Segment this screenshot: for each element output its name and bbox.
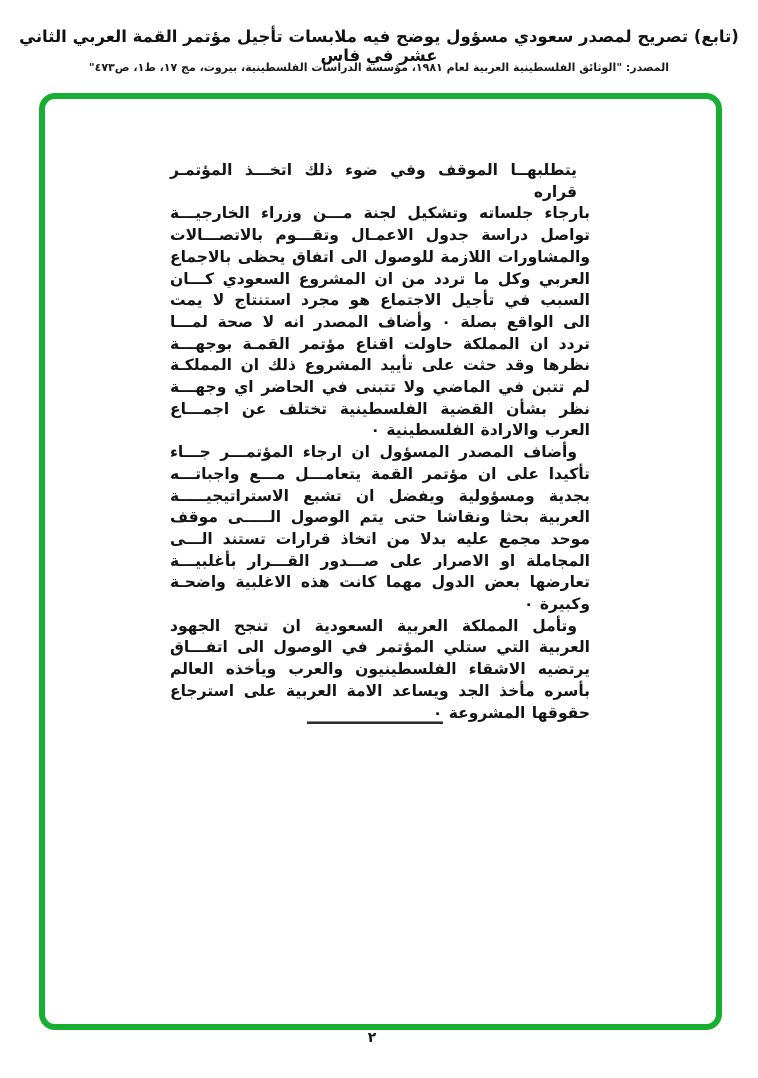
paragraph [170,616,590,725]
text-line: يتطلبهــا الموقف وفي ضوء ذلك اتخـــذ المؤتمـر قراره [170,161,577,201]
text-line: بارجاء جلساته وتشكيل لجنة مـــن وزراء الخارجيـــة [170,204,590,223]
text-line: تواصل دراسة جدول الاعمـال وتقـــوم بالاتصـــالات [170,226,590,245]
text-line: العربية التي ستلي المؤتمر في الوصول الى اتفـــاق [170,638,590,657]
text-line: حقوقها المشروعة ٠ [432,703,590,722]
text-line: الى الواقع بصلة ٠ وأضاف المصدر انه لا صحة لمـــا [170,312,590,331]
text-line: وأضاف المصدر المسؤول ان ارجاء المؤتمـــر جـــاء [170,443,577,462]
text-line: بأسره مأخذ الجد ويساعد الامة العربية على استرجاع [170,681,590,700]
page-number: ٢ [367,1030,377,1046]
text-line: نظر بشأن القضية الفلسطينية تختلف عن اجمـــاع [170,399,590,418]
text-line: لم تتبن في الماضي ولا تتبنى في الحاضر اي وجهـــة [170,378,590,397]
text-line: العرب والارادة الفلسطينية ٠ [370,421,590,440]
text-line: تعارضها بعض الدول مهما كانت هذه الاغلبية واضحـة [170,573,590,592]
text-line: تردد ان المملكة حاولت اقناع مؤتمر القمـة بوجهـــة [170,334,590,353]
text-line: العربي وكل ما تردد من ان المشروع السعودي كـــان [170,269,590,288]
document-header-title: (تابع) تصريح لمصدر سعودي مسؤول يوضح فيه ملابسات تأجيل مؤتمر القمة العربي الثاني عشر في فاس [19,27,739,65]
document-body [170,160,590,724]
text-line: يرتضيه الاشقاء الفلسطينيون والعرب ويأخذه العالم [170,660,590,679]
paragraph [170,442,590,616]
paragraph [170,160,590,442]
text-line: وكبيرة ٠ [524,595,590,614]
text-line: تأكيدا على ان مؤتمر القمة يتعامـــل مـــع واجباتـــه [170,464,590,483]
text-line: نظرها وقد حثت على تأييد المشروع ذلك ان المملكـة [170,356,590,375]
text-line: المجاملة او الاصرار على صـــدور القـــرار بأغلبيـــة [170,551,590,570]
text-line: العربية بحثا ونقاشا حتى يتم الوصول الـــــى موقف [170,508,590,527]
text-line: موحد مجمع عليه بدلا من اتخاذ قرارات تستند الـــى [170,529,590,548]
end-of-text-divider [307,721,443,724]
text-line: والمشاورات اللازمة للوصول الى اتفاق يحظى بالاجماع [170,247,590,266]
text-line: وتأمل المملكة العربية السعودية ان تنجح الجهود [170,616,577,635]
text-line: السبب في تأجيل الاجتماع هو مجرد استنتاج لا يمت [170,291,590,310]
text-line: بجدية ومسؤولية ويفضل ان تشبع الاستراتيجيـــــة [170,486,590,505]
document-source-citation: المصدر: "الوثائق الفلسطينية العربية لعام ١٩٨١، مؤسسة الدراسات الفلسطينية، بيروت، مج ١٧، ط١، ص٤٧٣" [88,61,670,74]
